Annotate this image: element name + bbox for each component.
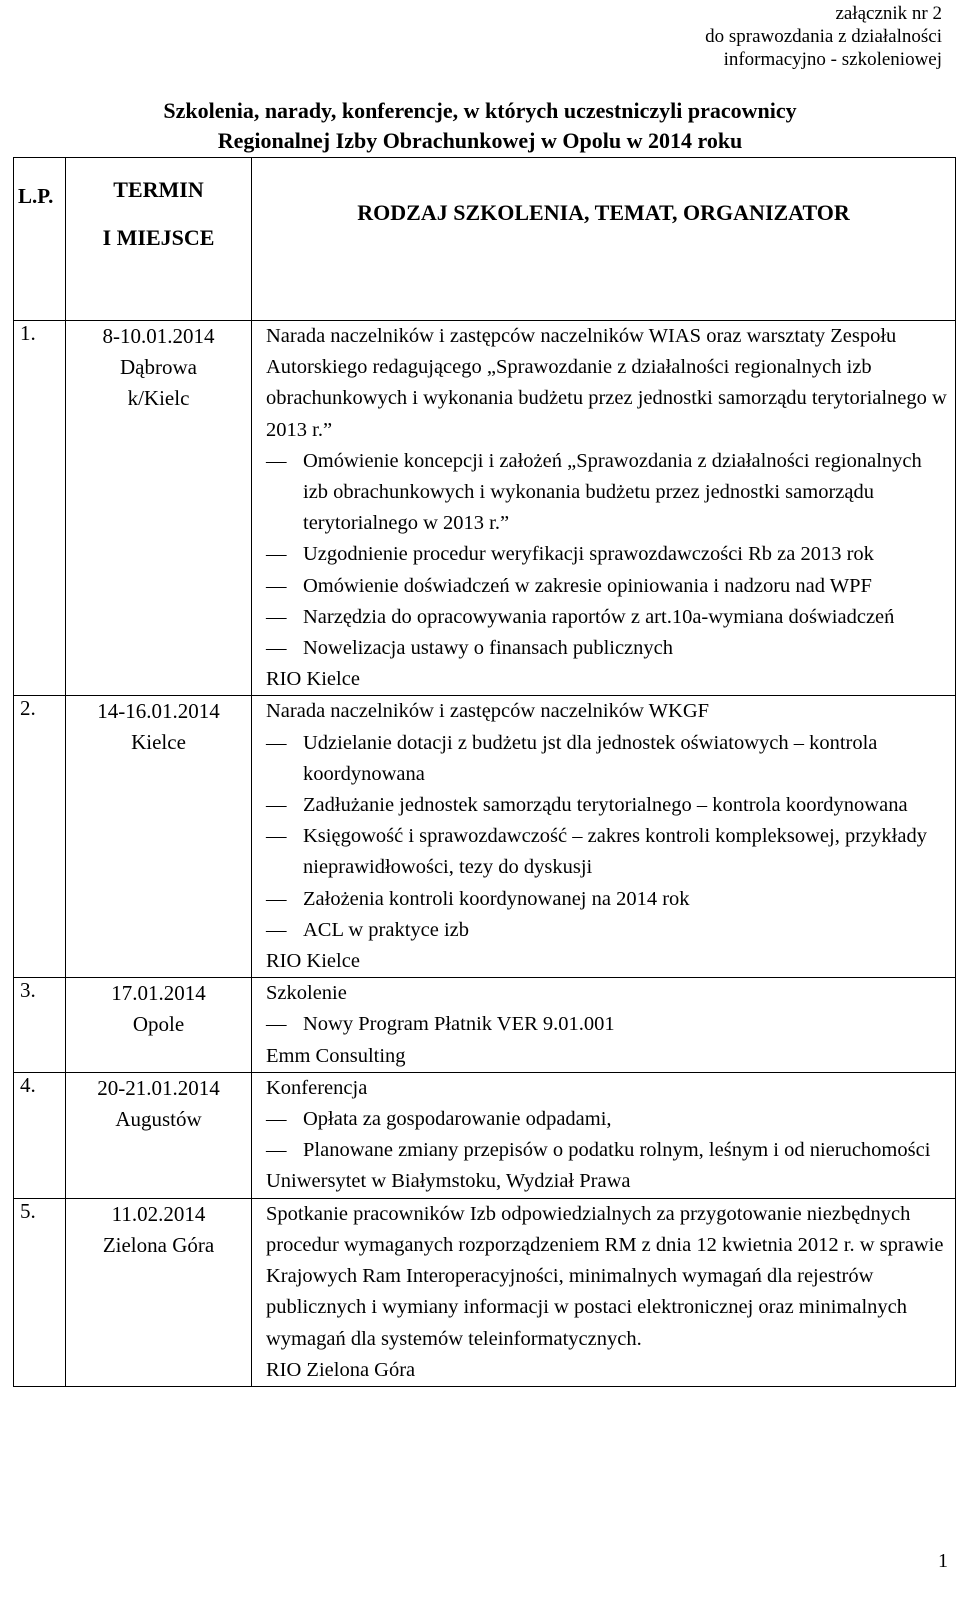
dash-bullet-icon: — [266,449,287,472]
row-place: Augustów [115,1106,202,1131]
table-row [14,1072,956,1198]
row-date: 11.02.2014 [111,1201,206,1226]
row-date: 20-21.01.2014 [97,1075,220,1100]
dash-bullet-icon: — [266,887,287,910]
dash-bullet-icon: — [266,1108,287,1131]
topic-text: Nowelizacja ustawy o finansach publicznych [303,637,674,660]
topic-text: Zadłużanie jednostek samorządu terytorialnego – kontrola koordynowana [303,794,908,817]
row-description [252,978,956,1073]
topic-list [266,1104,951,1166]
row-description [252,1072,956,1198]
row-place: Zielona Góra [102,1232,215,1257]
topic-item [266,790,951,821]
training-table [13,157,956,1387]
header-termin [66,158,252,321]
dash-bullet-icon: — [266,605,287,628]
topic-item [266,821,951,883]
topic-item [266,571,951,602]
row-intro: Spotkanie pracowników Izb odpowiedzialnych za przygotowanie niezbędnych procedur wymaganych rozporządzeniem RM z dnia 12 kwietnia 2012 r. w sprawie Krajowych Ram Interoperacyjności, minimalnych wymagań dla rejestrów publicznych i wymiany informacji w postaci elektronicznej oraz minimalnych wymagań dla systemów teleinformatycznych. [266,1202,944,1350]
row-number: 5. [14,1198,66,1386]
topic-text: ACL w praktyce izb [303,918,470,941]
topic-item [266,728,951,790]
dash-bullet-icon: — [266,543,287,566]
header-lp: L.P. [14,158,66,321]
row-description [252,321,956,696]
attachment-line-3: informacyjno - szkoleniowej [723,49,942,70]
row-place: Dąbrowa [120,355,197,379]
header-termin-line-2: I MIEJSCE [102,225,215,250]
header-rodzaj: RODZAJ SZKOLENIA, TEMAT, ORGANIZATOR [252,158,956,321]
topic-text: Księgowość i sprawozdawczość – zakres kontroli kompleksowej, przykłady nieprawidłowości, tezy do dyskusji [303,825,927,879]
table-row [14,696,956,978]
table-row [14,1198,956,1386]
attachment-line-1: załącznik nr 2 [835,3,942,24]
row-date-place [66,1198,252,1386]
row-organizer: Uniwersytet w Białymstoku, Wydział Prawa [266,1170,631,1193]
topic-item [266,539,951,570]
dash-bullet-icon: — [266,637,287,660]
topic-item [266,446,951,540]
topic-text: Uzgodnienie procedur weryfikacji sprawozdawczości Rb za 2013 rok [303,543,874,566]
table-row [14,978,956,1073]
topic-list [266,1009,951,1040]
row-place: Opole [132,1012,185,1037]
row-organizer: RIO Kielce [266,950,360,973]
row-number: 1. [14,321,66,696]
row-date-place [66,696,252,978]
dash-bullet-icon: — [266,731,287,754]
topic-item [266,1009,951,1040]
row-date-place [66,321,252,696]
row-description [252,696,956,978]
row-number: 2. [14,696,66,978]
topic-text: Omówienie doświadczeń w zakresie opiniowania i nadzoru nad WPF [303,574,872,597]
row-date: 17.01.2014 [111,981,206,1006]
topic-text: Nowy Program Płatnik VER 9.01.001 [303,1013,615,1036]
topic-list [266,728,951,946]
table-row [14,321,956,696]
row-place: Kielce [131,730,186,755]
topic-text: Opłata za gospodarowanie odpadami, [303,1108,612,1131]
dash-bullet-icon: — [266,825,287,848]
row-date: 8-10.01.2014 [102,324,215,348]
row-organizer: RIO Kielce [266,668,360,691]
dash-bullet-icon: — [266,1139,287,1162]
header-termin-line-1: TERMIN [113,177,204,202]
topic-text: Planowane zmiany przepisów o podatku rolnym, leśnym i od nieruchomości [303,1139,931,1162]
row-date-place [66,1072,252,1198]
row-number: 4. [14,1072,66,1198]
row-organizer: RIO Zielona Góra [266,1358,416,1381]
attachment-line-2: do sprawozdania z działalności [705,26,942,47]
title-line-2: Regionalnej Izby Obrachunkowej w Opolu w 2014 roku [217,128,743,153]
row-description [252,1198,956,1386]
dash-bullet-icon: — [266,574,287,597]
attachment-note [705,2,942,71]
topic-list [266,446,951,664]
topic-text: Udzielanie dotacji z budżetu jst dla jednostek oświatowych – kontrola koordynowana [303,731,878,785]
row-organizer: Emm Consulting [266,1044,406,1067]
topic-item [266,633,951,664]
table-body [14,321,956,1387]
topic-item [266,884,951,915]
page-number: 1 [938,1550,948,1572]
row-intro: Narada naczelników i zastępców naczelników WKGF [266,700,710,723]
document-title [0,96,960,156]
topic-item [266,1104,951,1135]
topic-item [266,602,951,633]
row-intro: Narada naczelników i zastępców naczelników WIAS oraz warsztaty Zespołu Autorskiego redagującego „Sprawozdanie z działalności regionalnych izb obrachunkowych i wykonania budżetu przez jednostki samorządu terytorialnego w 2013 r.” [266,325,947,441]
row-place: k/Kielc [127,386,190,410]
dash-bullet-icon: — [266,794,287,817]
topic-item [266,915,951,946]
row-date: 14-16.01.2014 [97,699,220,724]
row-date-place [66,978,252,1073]
title-line-1: Szkolenia, narady, konferencje, w których uczestniczyli pracownicy [163,98,797,123]
dash-bullet-icon: — [266,918,287,941]
row-intro: Szkolenie [266,982,347,1005]
table-header-row [14,158,956,321]
topic-item [266,1135,951,1166]
row-number: 3. [14,978,66,1073]
topic-text: Omówienie koncepcji i założeń „Sprawozdania z działalności regionalnych izb obrachunkowych i wykonania budżetu przez jednostki samorządu terytorialnego w 2013 r.” [303,449,922,535]
row-intro: Konferencja [266,1076,368,1099]
topic-text: Założenia kontroli koordynowanej na 2014 rok [303,887,690,910]
topic-text: Narzędzia do opracowywania raportów z art.10a-wymiana doświadczeń [303,605,895,628]
dash-bullet-icon: — [266,1013,287,1036]
